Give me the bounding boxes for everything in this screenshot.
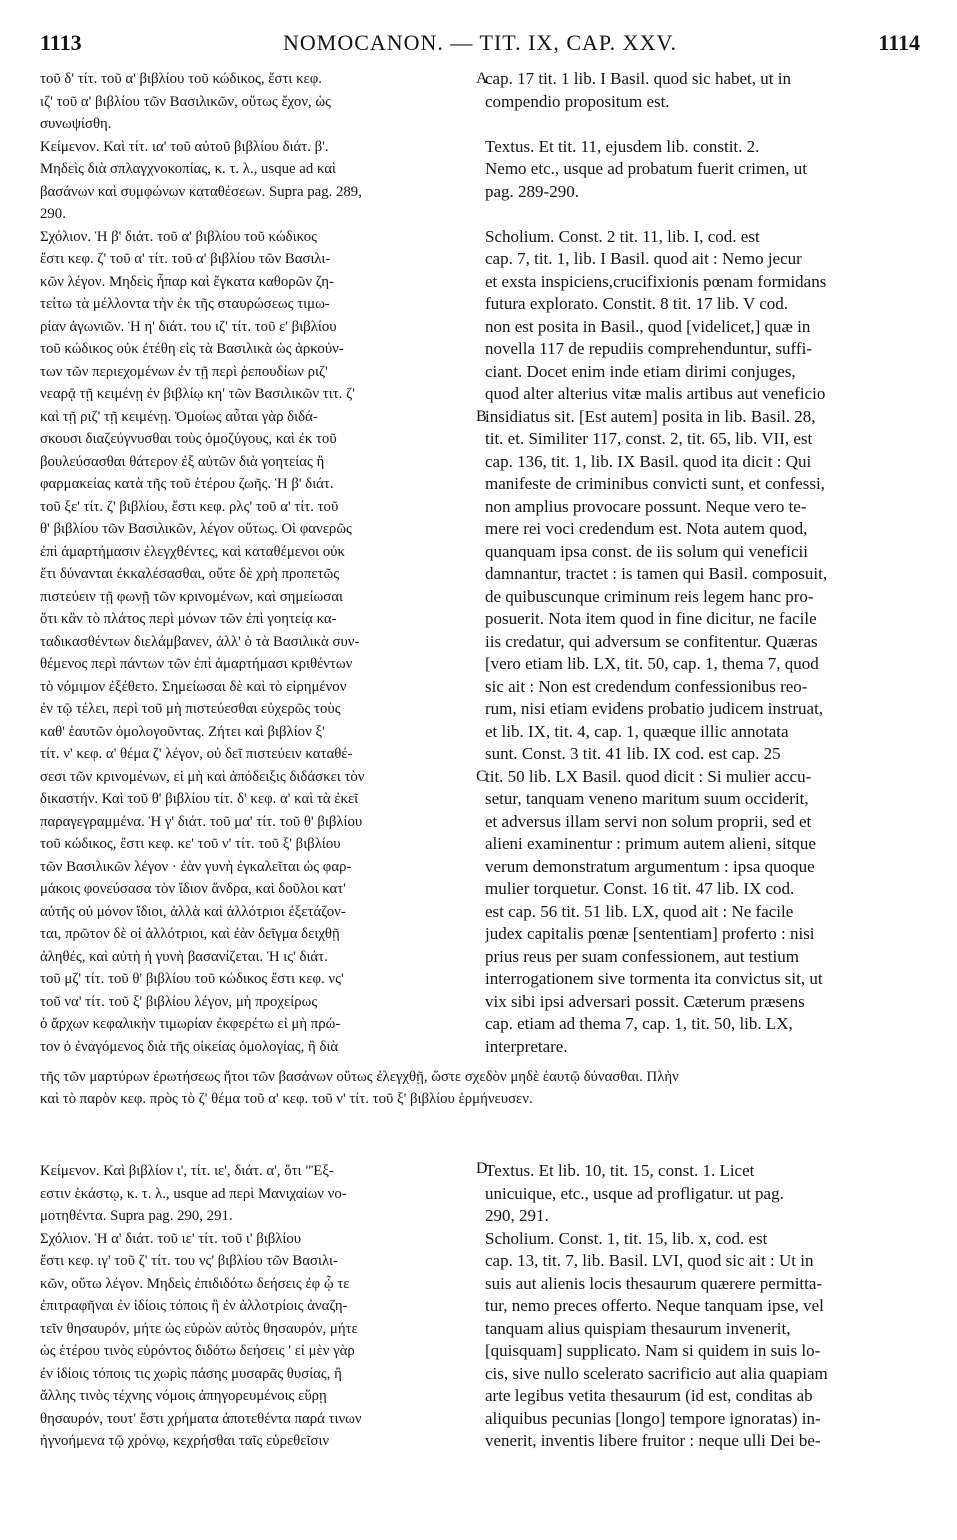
page-number-left: 1113: [40, 30, 82, 55]
text-line: τοῦ κώδικος, ἔστι κεφ. κε' τοῦ ν' τίτ. τοῦ ξ' βιβλίου: [40, 836, 341, 852]
text-line: κῶν, οὕτω λέγον. Μηδεὶς ἐπιδιδότω δεήσεις ἐφ ᾧ τε: [40, 1275, 350, 1292]
text-line: suis aut alienis locis thesaurum quærere permitta-: [485, 1273, 823, 1293]
text-line: μοτηθέντα. Supra pag. 290, 291.: [40, 1208, 233, 1224]
text-line: futura explorato. Constit. 8 tit. 17 lib. V cod.: [485, 294, 788, 313]
text-line: pag. 289-290.: [485, 181, 579, 201]
text-line: Textus. Et tit. 11, ejusdem lib. constit. 2.: [485, 136, 760, 156]
text-line: Nemo etc., usque ad probatum fuerit crimen, ut: [485, 159, 807, 178]
text-line: ὡς ἑτέρου τινὸς εὑρόντος διδότω δεήσεις ' εἰ μὲν γὰρ: [40, 1343, 355, 1359]
text-line: τον ὁ ἐναγόμενος διὰ τῆς οἰκείας ὁμολογίας, ἢ διὰ: [40, 1038, 339, 1055]
text-line: manifeste de criminibus convicti sunt, et confessi,: [485, 474, 825, 493]
text-line: τοῦ κώδικος οὐκ ἐτέθη εἰς τὰ Βασιλικὰ ὡς ἀρκούν-: [40, 341, 344, 357]
page-number-right: 1114: [878, 30, 920, 55]
text-line: ἔστι κεφ. ιγ' τοῦ ζ' τίτ. του νς' βιβλίου τῶν Βασιλι-: [40, 1253, 338, 1269]
latin-column-upper: [485, 68, 917, 1058]
text-line: τὸ νόμιμον ἐξέθετο. Σημείωσαι δὲ καὶ τὸ εἰρημένον: [40, 678, 347, 695]
text-line: non est posita in Basil., quod [videlicet,] quæ in: [485, 316, 811, 336]
text-line: est cap. 56 tit. 51 lib. LX, quod ait : Ne facile: [485, 901, 794, 921]
text-line: νεαρᾷ τῇ κειμένῃ ἐν βιβλίῳ κη' τῶν Βασιλικῶν τιτ. ζ': [40, 386, 355, 402]
text-line: ἐπιτραφῆναι ἐν ἰδίοις τόποις ἢ ἐν ἀλλοτρίοις ἀναζη-: [40, 1298, 348, 1314]
text-line: cap. 136, tit. 1, lib. IX Basil. quod ita dicit : Qui: [485, 451, 812, 471]
text-line: Σχόλιον. Ἡ β' διάτ. τοῦ α' βιβλίου τοῦ κώδικος: [40, 228, 317, 245]
text-line: σεσι τῶν κρινομένων, εἰ μὴ καὶ ἀπόδειξις διδάσκει τὸν: [40, 768, 365, 785]
text-line: [485, 203, 917, 226]
text-line: ὁ ἄρχων κεφαλικὴν τιμωρίαν ἐκφερέτω εἰ μὴ πρώ-: [40, 1016, 341, 1032]
text-line: τοῦ ξε' τίτ. ζ' βιβλίου, ἔστι κεφ. ρλς' τοῦ α' τίτ. τοῦ: [40, 498, 339, 515]
text-line: Κείμενον. Καὶ τίτ. ια' τοῦ αὐτοῦ βιβλίου διάτ. β'.: [40, 138, 329, 155]
text-line: δικαστήν. Καὶ τοῦ θ' βιβλίου τίτ. δ' κεφ. α' καὶ τὰ ἐκεῖ: [40, 791, 359, 807]
text-line: ἐν τῷ τέλει, περὶ τοῦ μὴ πιστεύεσθαι εὐχερῶς τοὺς: [40, 701, 341, 717]
text-line: et adversus illam servi non solum proprii, sed et: [485, 811, 812, 831]
text-line: prius reus per suam confessionem, aut testium: [485, 946, 799, 966]
text-line: ἠγνοήμενα τῷ χρόνῳ, κεχρήσθαι ταῖς εὑρεθεῖσιν: [40, 1433, 330, 1449]
text-line: φαρμακείας κατὰ τῆς τοῦ ἑτέρου ζωῆς. Ἡ β' διάτ.: [40, 476, 334, 492]
text-line: εστιν ἑκάστῳ, κ. τ. λ., usque ad περὶ Μανιχαίων νο-: [40, 1185, 347, 1202]
running-title: NOMOCANON. — TIT. IX, CAP. XXV.: [282, 30, 678, 55]
text-line: βουλεύσασθαι θάτερον ἐξ αὐτῶν διὰ γοητείας ἢ: [40, 453, 325, 470]
text-line: tit. et. Similiter 117, const. 2, tit. 65, lib. VII, est: [485, 429, 813, 448]
greek-column-upper: [40, 68, 475, 1058]
text-line: cap. 7, tit. 1, lib. I Basil. quod ait : Nemo jecur: [485, 249, 802, 268]
text-line: ὅτι κἂν τὸ πλάτος περὶ μόνων τῶν ἐπὶ γοητείᾳ κα-: [40, 611, 337, 627]
text-line: setur, tanquam veneno maritum suum occiderit,: [485, 789, 809, 808]
text-line: μάκοις φονεύσασα τὸν ἴδιον ἄνδρα, καὶ δοῦλοι κατ': [40, 881, 346, 897]
text-line: Textus. Et lib. 10, tit. 15, const. 1. Licet: [485, 1161, 755, 1180]
text-line: rum, nisi etiam evidens probatio judicem instruat,: [485, 699, 824, 718]
text-line: αὐτῆς οὐ μόνον ἴδιοι, ἀλλὰ καὶ ἀλλότριοι ἐξετάζον-: [40, 903, 346, 920]
text-line: cap. 13, tit. 7, lib. Basil. LVI, quod sic ait : Ut in: [485, 1251, 814, 1270]
text-line: iis credatur, qui adversum se confitentur. Quæras: [485, 631, 818, 651]
margin-marker-d: D: [476, 1160, 488, 1177]
text-line: θέμενος περὶ πάντων τῶν ἐπὶ ἁμαρτήμασι κριθέντων: [40, 656, 353, 672]
text-line: et lib. IX, tit. 4, cap. 1, quæque illic annotata: [485, 721, 789, 741]
text-line: Σχόλιον. Ἡ α' διάτ. τοῦ ιε' τίτ. τοῦ ι' βιβλίου: [40, 1230, 302, 1247]
text-line: ιζ' τοῦ α' βιβλίου τῶν Βασιλικῶν, οὕτως ἔχον, ὡς: [40, 93, 332, 110]
margin-marker-b: B: [476, 408, 487, 425]
text-line: cap. 17 tit. 1 lib. I Basil. quod sic habet, ut in: [485, 69, 791, 88]
text-line: κῶν λέγον. Μηδεὶς ἧπαρ καὶ ἔγκατα καθορῶν ζη-: [40, 273, 334, 290]
text-line: verum demonstratum argumentum : ipsa quoque: [485, 856, 815, 876]
text-line: ciant. Docet enim inde etiam dirimi conjuges,: [485, 361, 796, 381]
text-line: τεῖν θησαυρόν, μήτε ὡς εὑρὼν αὐτὸς θησαυρόν, μήτε: [40, 1320, 358, 1337]
text-line: σκουσι διαζεύγνυσθαι τοὺς ὁμοζύγους, καὶ ἐκ τοῦ: [40, 431, 337, 447]
text-line: τῶν Βασιλικῶν λέγον · ἐὰν γυνὴ ἐγκαλεῖται ὡς φαρ-: [40, 858, 352, 875]
margin-marker-a: A: [476, 70, 488, 87]
text-line: [quisquam] supplicato. Nam si quidem in suis lo-: [485, 1341, 821, 1360]
text-line: τίτ. ν' κεφ. α' θέμα ζ' λέγον, οὐ δεῖ πιστεύειν καταθέ-: [40, 746, 353, 762]
text-line: compendio propositum est.: [485, 91, 670, 111]
text-line: [vero etiam lib. LX, tit. 50, cap. 1, thema 7, quod: [485, 654, 819, 673]
text-line: sic ait : Non est credendum confessionibus reo-: [485, 676, 808, 696]
text-line: των τῶν περιεχομένων ἐν τῇ περὶ ῥεπουδίων ριζ': [40, 363, 328, 380]
text-line: τείτω τὰ μέλλοντα τὴν ἐκ τῆς σταυρώσεως τιμω-: [40, 296, 330, 312]
text-line: tur, nemo preces offerto. Neque tanquam ipse, vel: [485, 1296, 824, 1315]
text-line: tit. 50 lib. LX Basil. quod dicit : Si mulier accu-: [485, 766, 812, 786]
text-line: 290, 291.: [485, 1206, 549, 1225]
text-line: arte legibus vetita thesaurum (id est, conditas ab: [485, 1386, 813, 1405]
text-line: interpretare.: [485, 1036, 568, 1056]
text-line: ἔστι κεφ. ζ' τοῦ α' τίτ. τοῦ α' βιβλίου τῶν Βασιλι-: [40, 251, 331, 267]
text-line: ταδικασθέντων διελάμβανεν, ἀλλ' ὁ τὰ Βασιλικὰ συν-: [40, 633, 360, 650]
text-line: ρίαν ἀγωνιῶν. Ἡ η' διάτ. του ιζ' τίτ. τοῦ ε' βιβλίου: [40, 318, 337, 335]
text-line: quod alter alterius vitæ malis artibus aut veneficio: [485, 384, 826, 403]
text-line: [485, 113, 917, 136]
text-line: ἄλλης τινὸς τέχνης νόμοις ἀπηγορευμένοις εὕρῃ: [40, 1388, 327, 1404]
text-line: novella 117 de repudiis comprehenduntur, suffi-: [485, 339, 812, 358]
text-line: unicuique, etc., usque ad profligatur. ut pag.: [485, 1183, 784, 1203]
greek-column-lower: [40, 1160, 475, 1453]
text-line: ἀληθές, καὶ αὐτὴ ἡ γυνὴ βασανίζεται. Ἡ ις' διάτ.: [40, 948, 328, 965]
greek-span-line-1: τῆς τῶν μαρτύρων ἐρωτήσεως ἤτοι τῶν βασάνων οὕτως ἐλεγχθῇ, ὥστε σχεδὸν μηδὲ ἑαυτῷ δύνασθαι. Πλὴν: [40, 1069, 679, 1085]
text-line: καὶ τῇ ριζ' τῇ κειμένῃ. Ὁμοίως αὗται γὰρ διδά-: [40, 408, 318, 425]
latin-column-lower: [485, 1160, 917, 1453]
text-line: vix sibi ipsi adversari possit. Cæterum præsens: [485, 991, 805, 1011]
text-line: παραγεγραμμένα. Ἡ γ' διάτ. τοῦ μα' τίτ. τοῦ θ' βιβλίου: [40, 813, 363, 830]
text-line: 290.: [40, 206, 66, 222]
text-line: Scholium. Const. 1, tit. 15, lib. x, cod. est: [485, 1228, 768, 1248]
text-line: βασάνων καὶ συμφώνων καταθέσεων. Supra pag. 289,: [40, 183, 362, 200]
text-line: τοῦ μζ' τίτ. τοῦ θ' βιβλίου τοῦ κώδικος ἔστι κεφ. νς': [40, 971, 344, 987]
text-line: ται, πρῶτον δὲ οἱ ἀλλότριοι, καὶ ἐὰν δεῖγμα δειχθῇ: [40, 926, 340, 942]
text-line: alieni examinentur : primum autem alieni, sitque: [485, 834, 816, 853]
text-line: θησαυρόν, τουτ' ἔστι χρήματα ἀποτεθέντα παρά τινων: [40, 1410, 362, 1427]
text-line: posuerit. Nota item quod in fine dicitur, ne facile: [485, 609, 817, 628]
text-line: Μηδεὶς διὰ σπλαγχνοκοπίας, κ. τ. λ., usque ad καὶ: [40, 161, 337, 177]
text-line: ἐπὶ ἁμαρτήμασιν ἐλεγχθέντες, καὶ καταθέμενοι οὐκ: [40, 543, 345, 560]
text-line: ἔτι δύνανται ἐκκαλέσασθαι, οὔτε δὲ χρὴ προπετῶς: [40, 566, 340, 582]
text-line: de quibuscunque criminum reis legem hanc pro-: [485, 586, 814, 606]
text-line: ἐν ἰδίοις τόποις τις χωρὶς πάσης μυσαρᾶς θυσίας, ἢ: [40, 1365, 342, 1382]
margin-marker-c: C: [476, 768, 487, 785]
text-line: συνωψίσθη.: [40, 116, 112, 132]
text-line: quanquam ipsa const. de iis solum qui veneficii: [485, 541, 808, 561]
text-line: et exsta inspiciens,crucifixionis pœnam formidans: [485, 271, 827, 291]
text-line: καθ' ἑαυτῶν ὁμολογοῦντας. Ζήτει καὶ βιβλίον ξ': [40, 723, 325, 740]
text-line: sunt. Const. 3 tit. 41 lib. IX cod. est cap. 25: [485, 744, 781, 763]
text-line: judex capitalis pœnæ [sententiam] proferto : nisi: [485, 924, 815, 943]
text-line: cap. etiam ad thema 7, cap. 1, tit. 50, lib. LX,: [485, 1014, 793, 1033]
text-line: θ' βιβλίου τῶν Βασιλικῶν, λέγον οὕτως. Οἱ φανερῶς: [40, 521, 352, 537]
text-line: cis, sive nullo scelerato sacrificio aut alia quapiam: [485, 1363, 828, 1383]
greek-span-line-2: καὶ τὸ παρὸν κεφ. πρὸς τὸ ζ' θέμα τοῦ α' κεφ. τοῦ ν' τίτ. τοῦ ξ' βιβλίου ἑρμήνευσεν.: [40, 1091, 533, 1107]
text-line: aliquibus pecunias [longo] tempore ignoratas) in-: [485, 1408, 821, 1428]
text-line: mulier torquetur. Const. 16 tit. 47 lib. IX cod.: [485, 879, 795, 898]
text-line: τοῦ να' τίτ. τοῦ ξ' βιβλίου λέγον, μὴ προχείρως: [40, 993, 318, 1010]
text-line: πιστεύειν τῇ φωνῇ τῶν κρινομένων, καὶ σημείωσαι: [40, 588, 343, 605]
text-line: venerit, inventis libere fruitor : neque ulli Dei be-: [485, 1431, 821, 1450]
page-header: [40, 30, 920, 62]
text-line: non amplius provocare possunt. Neque vero te-: [485, 496, 807, 516]
text-line: Κείμενον. Καὶ βιβλίον ι', τίτ. ιε', διάτ. α', ὅτι "Ἐξ-: [40, 1163, 334, 1179]
text-line: insidiatus sit. [Est autem] posita in lib. Basil. 28,: [485, 406, 816, 426]
text-line: mere rei voci credendum est. Nota autem quod,: [485, 519, 808, 538]
text-line: tanquam alius quispiam thesaurum invenerit,: [485, 1318, 791, 1338]
text-line: interrogationem sive tormenta ita convictus sit, ut: [485, 969, 823, 988]
text-line: damnantur, tractet : is tamen qui Basil. composuit,: [485, 564, 828, 583]
text-line: Scholium. Const. 2 tit. 11, lib. I, cod. est: [485, 226, 760, 246]
text-line: τοῦ δ' τίτ. τοῦ α' βιβλίου τοῦ κώδικος, ἔστι κεφ.: [40, 71, 322, 87]
